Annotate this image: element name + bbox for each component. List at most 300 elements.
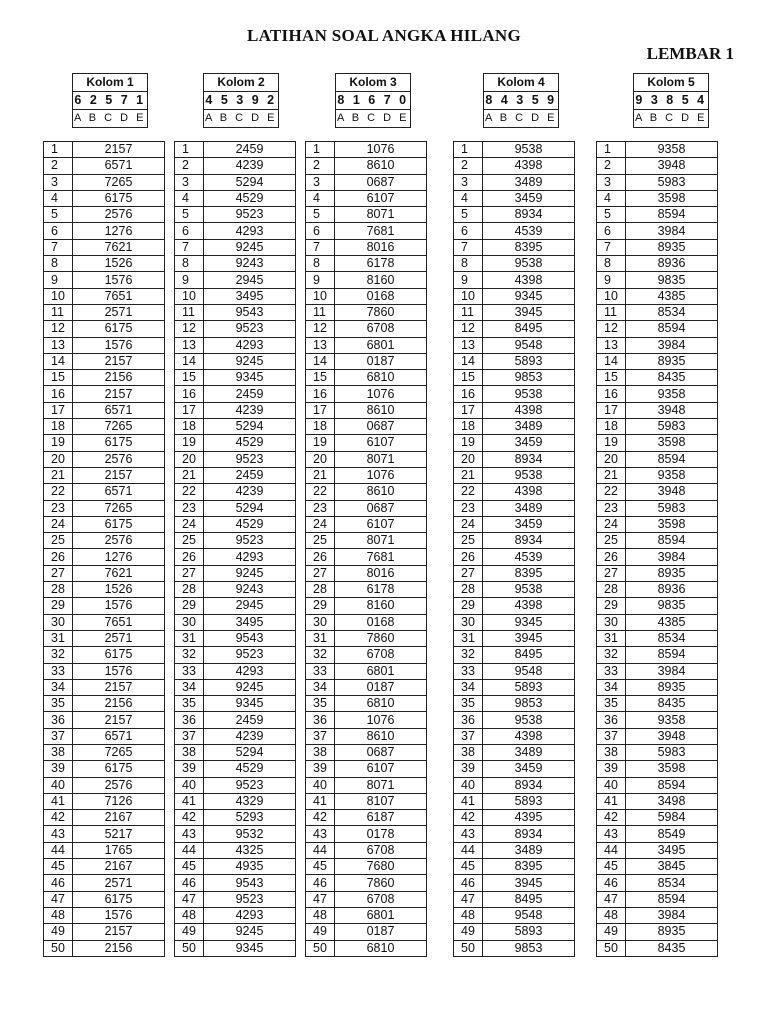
- row-number: 31: [175, 630, 204, 646]
- row-value: 9538: [483, 467, 575, 483]
- table-row: [597, 582, 718, 598]
- table-row: [454, 940, 575, 956]
- row-value: 4293: [204, 907, 296, 923]
- row-value: 1076: [335, 386, 427, 402]
- row-number: 46: [306, 875, 335, 891]
- row-number: 23: [306, 500, 335, 516]
- row-number: 14: [175, 353, 204, 369]
- row-number: 2: [44, 158, 73, 174]
- row-value: 2157: [73, 142, 165, 158]
- table-row: [44, 467, 165, 483]
- table-row: [597, 924, 718, 940]
- row-value: 1526: [73, 582, 165, 598]
- table-row: [44, 337, 165, 353]
- row-number: 12: [175, 321, 204, 337]
- row-value: 9538: [483, 386, 575, 402]
- row-number: 40: [306, 777, 335, 793]
- row-number: 50: [454, 940, 483, 956]
- table-row: [454, 696, 575, 712]
- table-row: [306, 842, 427, 858]
- table-row: [306, 630, 427, 646]
- table-row: [597, 777, 718, 793]
- row-value: 1076: [335, 467, 427, 483]
- row-value: 6107: [335, 435, 427, 451]
- row-value: 8934: [483, 451, 575, 467]
- row-value: 8935: [626, 239, 718, 255]
- row-number: 11: [175, 304, 204, 320]
- table-row: [44, 402, 165, 418]
- row-value: 8935: [626, 565, 718, 581]
- row-number: 32: [306, 647, 335, 663]
- table-row: [175, 516, 296, 532]
- row-value: 5983: [626, 500, 718, 516]
- row-number: 6: [454, 223, 483, 239]
- row-number: 42: [597, 810, 626, 826]
- row-value: 8936: [626, 582, 718, 598]
- table-row: [597, 598, 718, 614]
- table-row: [597, 451, 718, 467]
- row-number: 40: [175, 777, 204, 793]
- row-number: 24: [597, 516, 626, 532]
- row-value: 0187: [335, 924, 427, 940]
- row-value: 9358: [626, 467, 718, 483]
- row-value: 9538: [483, 582, 575, 598]
- row-number: 45: [44, 859, 73, 875]
- table-row: [306, 810, 427, 826]
- row-value: 4239: [204, 728, 296, 744]
- row-value: 9523: [204, 321, 296, 337]
- table-row: [44, 565, 165, 581]
- table-row: [454, 272, 575, 288]
- table-row: [175, 696, 296, 712]
- row-value: 6107: [335, 516, 427, 532]
- row-number: 36: [597, 712, 626, 728]
- row-value: 8395: [483, 239, 575, 255]
- row-value: 2571: [73, 875, 165, 891]
- table-row: [175, 712, 296, 728]
- row-value: 2945: [204, 272, 296, 288]
- row-number: 2: [597, 158, 626, 174]
- table-row: [175, 533, 296, 549]
- table-row: [597, 419, 718, 435]
- row-number: 28: [44, 582, 73, 598]
- row-value: 1276: [73, 549, 165, 565]
- page-title: LATIHAN SOAL ANGKA HILANG: [246, 26, 522, 45]
- table-row: [44, 891, 165, 907]
- row-number: 6: [306, 223, 335, 239]
- row-value: 3495: [626, 842, 718, 858]
- row-value: 6175: [73, 891, 165, 907]
- row-number: 1: [454, 142, 483, 158]
- column-digits: 9 3 8 5 4: [634, 92, 708, 110]
- row-number: 40: [44, 777, 73, 793]
- table-row: [597, 696, 718, 712]
- row-value: 6801: [335, 337, 427, 353]
- row-value: 2459: [204, 467, 296, 483]
- row-value: 2459: [204, 712, 296, 728]
- row-number: 25: [597, 533, 626, 549]
- column-key-2: [203, 73, 279, 128]
- table-row: [597, 386, 718, 402]
- row-number: 12: [597, 321, 626, 337]
- row-value: 3489: [483, 500, 575, 516]
- table-row: [44, 304, 165, 320]
- table-row: [44, 696, 165, 712]
- table-row: [454, 467, 575, 483]
- row-value: 3945: [483, 875, 575, 891]
- table-row: [454, 402, 575, 418]
- row-value: 4539: [483, 549, 575, 565]
- table-row: [44, 207, 165, 223]
- table-row: [306, 516, 427, 532]
- row-value: 9245: [204, 679, 296, 695]
- row-value: 1576: [73, 272, 165, 288]
- table-row: [454, 239, 575, 255]
- table-row: [44, 712, 165, 728]
- table-row: [44, 386, 165, 402]
- row-value: 6801: [335, 663, 427, 679]
- row-value: 6571: [73, 484, 165, 500]
- row-number: 9: [44, 272, 73, 288]
- row-number: 47: [306, 891, 335, 907]
- row-number: 14: [597, 353, 626, 369]
- row-number: 3: [306, 174, 335, 190]
- row-value: 5983: [626, 174, 718, 190]
- row-number: 44: [175, 842, 204, 858]
- column-table-1: [43, 141, 165, 957]
- row-number: 22: [44, 484, 73, 500]
- table-row: [597, 712, 718, 728]
- table-row: [44, 451, 165, 467]
- table-row: [306, 549, 427, 565]
- table-row: [306, 614, 427, 630]
- table-row: [454, 223, 575, 239]
- row-value: 8071: [335, 777, 427, 793]
- row-number: 32: [597, 647, 626, 663]
- row-value: 3984: [626, 337, 718, 353]
- column-name: Kolom 2: [204, 74, 278, 92]
- table-row: [175, 940, 296, 956]
- row-number: 26: [454, 549, 483, 565]
- table-row: [454, 891, 575, 907]
- row-value: 7680: [335, 859, 427, 875]
- row-number: 48: [597, 907, 626, 923]
- table-row: [454, 207, 575, 223]
- table-row: [306, 484, 427, 500]
- table-row: [175, 810, 296, 826]
- table-row: [44, 158, 165, 174]
- row-number: 43: [597, 826, 626, 842]
- row-value: 4529: [204, 761, 296, 777]
- row-value: 6178: [335, 256, 427, 272]
- table-row: [597, 435, 718, 451]
- table-row: [306, 288, 427, 304]
- row-number: 5: [44, 207, 73, 223]
- table-row: [175, 386, 296, 402]
- row-value: 2157: [73, 386, 165, 402]
- row-value: 3495: [204, 288, 296, 304]
- table-row: [597, 500, 718, 516]
- row-number: 18: [44, 419, 73, 435]
- row-value: 2576: [73, 777, 165, 793]
- row-number: 47: [454, 891, 483, 907]
- row-number: 42: [306, 810, 335, 826]
- row-number: 14: [306, 353, 335, 369]
- row-value: 1576: [73, 337, 165, 353]
- row-value: 7265: [73, 500, 165, 516]
- row-number: 3: [454, 174, 483, 190]
- row-number: 7: [306, 239, 335, 255]
- column-name: Kolom 5: [634, 74, 708, 92]
- table-row: [597, 679, 718, 695]
- row-number: 25: [175, 533, 204, 549]
- row-value: 3984: [626, 223, 718, 239]
- row-number: 16: [454, 386, 483, 402]
- row-value: 6175: [73, 321, 165, 337]
- row-number: 32: [454, 647, 483, 663]
- row-number: 47: [44, 891, 73, 907]
- table-row: [306, 337, 427, 353]
- table-row: [306, 679, 427, 695]
- row-value: 5217: [73, 826, 165, 842]
- row-value: 2167: [73, 810, 165, 826]
- row-value: 9532: [204, 826, 296, 842]
- row-value: 3598: [626, 435, 718, 451]
- column-key-1: [72, 73, 148, 128]
- row-value: 9543: [204, 630, 296, 646]
- row-value: 9523: [204, 777, 296, 793]
- row-number: 26: [175, 549, 204, 565]
- table-row: [306, 223, 427, 239]
- row-number: 26: [306, 549, 335, 565]
- row-value: 6175: [73, 190, 165, 206]
- table-row: [175, 304, 296, 320]
- row-number: 50: [175, 940, 204, 956]
- row-number: 27: [454, 565, 483, 581]
- row-number: 13: [454, 337, 483, 353]
- row-number: 3: [44, 174, 73, 190]
- row-value: 9835: [626, 598, 718, 614]
- table-row: [175, 353, 296, 369]
- row-number: 20: [306, 451, 335, 467]
- column-key-5: [633, 73, 709, 128]
- row-value: 8435: [626, 370, 718, 386]
- row-number: 9: [306, 272, 335, 288]
- row-number: 22: [454, 484, 483, 500]
- row-number: 7: [454, 239, 483, 255]
- row-number: 22: [597, 484, 626, 500]
- row-number: 28: [597, 582, 626, 598]
- row-value: 3459: [483, 516, 575, 532]
- row-number: 46: [454, 875, 483, 891]
- table-row: [44, 598, 165, 614]
- table-row: [44, 533, 165, 549]
- row-number: 38: [306, 744, 335, 760]
- row-number: 45: [175, 859, 204, 875]
- row-number: 20: [597, 451, 626, 467]
- row-value: 9358: [626, 386, 718, 402]
- row-number: 6: [597, 223, 626, 239]
- row-value: 6571: [73, 158, 165, 174]
- row-number: 8: [175, 256, 204, 272]
- row-number: 9: [597, 272, 626, 288]
- row-number: 11: [454, 304, 483, 320]
- table-row: [454, 777, 575, 793]
- table-row: [454, 647, 575, 663]
- row-number: 25: [306, 533, 335, 549]
- row-value: 8016: [335, 239, 427, 255]
- table-row: [44, 744, 165, 760]
- row-value: 7681: [335, 223, 427, 239]
- row-value: 8935: [626, 679, 718, 695]
- row-number: 36: [44, 712, 73, 728]
- table-row: [175, 793, 296, 809]
- table-row: [306, 353, 427, 369]
- row-value: 9853: [483, 370, 575, 386]
- row-value: 6175: [73, 516, 165, 532]
- row-number: 45: [306, 859, 335, 875]
- row-value: 5893: [483, 793, 575, 809]
- row-value: 8071: [335, 451, 427, 467]
- row-value: 9853: [483, 696, 575, 712]
- row-number: 28: [454, 582, 483, 598]
- table-row: [454, 598, 575, 614]
- table-row: [175, 744, 296, 760]
- row-value: 7265: [73, 419, 165, 435]
- table-row: [306, 370, 427, 386]
- table-row: [44, 777, 165, 793]
- table-row: [454, 924, 575, 940]
- row-value: 9538: [483, 712, 575, 728]
- table-row: [597, 728, 718, 744]
- row-number: 41: [306, 793, 335, 809]
- table-row: [597, 891, 718, 907]
- row-value: 9245: [204, 565, 296, 581]
- row-number: 46: [597, 875, 626, 891]
- row-value: 8549: [626, 826, 718, 842]
- table-row: [44, 810, 165, 826]
- table-row: [454, 190, 575, 206]
- column-name: Kolom 3: [336, 74, 410, 92]
- table-row: [44, 272, 165, 288]
- row-number: 39: [597, 761, 626, 777]
- row-number: 14: [454, 353, 483, 369]
- table-row: [454, 533, 575, 549]
- row-number: 4: [44, 190, 73, 206]
- table-row: [306, 598, 427, 614]
- table-row: [44, 435, 165, 451]
- row-number: 38: [454, 744, 483, 760]
- row-value: 4293: [204, 663, 296, 679]
- table-row: [44, 875, 165, 891]
- row-number: 49: [306, 924, 335, 940]
- row-number: 18: [597, 419, 626, 435]
- row-number: 21: [454, 467, 483, 483]
- table-row: [454, 484, 575, 500]
- table-row: [306, 142, 427, 158]
- row-value: 8610: [335, 728, 427, 744]
- row-number: 42: [175, 810, 204, 826]
- table-row: [44, 582, 165, 598]
- row-value: 8534: [626, 875, 718, 891]
- row-number: 3: [175, 174, 204, 190]
- row-value: 3459: [483, 190, 575, 206]
- row-value: 7860: [335, 875, 427, 891]
- table-row: [454, 793, 575, 809]
- row-value: 0687: [335, 500, 427, 516]
- table-row: [306, 419, 427, 435]
- row-value: 4398: [483, 484, 575, 500]
- table-row: [306, 207, 427, 223]
- row-number: 5: [306, 207, 335, 223]
- row-value: 0687: [335, 174, 427, 190]
- table-row: [175, 549, 296, 565]
- row-value: 4529: [204, 435, 296, 451]
- row-number: 11: [44, 304, 73, 320]
- row-number: 4: [175, 190, 204, 206]
- row-number: 9: [175, 272, 204, 288]
- row-value: 3948: [626, 402, 718, 418]
- row-value: 6810: [335, 940, 427, 956]
- row-number: 37: [44, 728, 73, 744]
- row-value: 8160: [335, 598, 427, 614]
- row-number: 12: [454, 321, 483, 337]
- table-row: [44, 842, 165, 858]
- row-number: 18: [175, 419, 204, 435]
- row-value: 4398: [483, 272, 575, 288]
- row-value: 9538: [483, 142, 575, 158]
- row-number: 8: [44, 256, 73, 272]
- row-number: 50: [597, 940, 626, 956]
- table-row: [175, 484, 296, 500]
- row-value: 6175: [73, 761, 165, 777]
- table-row: [44, 484, 165, 500]
- table-row: [454, 288, 575, 304]
- table-row: [44, 174, 165, 190]
- table-row: [175, 272, 296, 288]
- table-row: [306, 239, 427, 255]
- row-number: 33: [44, 663, 73, 679]
- row-number: 33: [306, 663, 335, 679]
- table-row: [175, 761, 296, 777]
- table-row: [597, 402, 718, 418]
- table-row: [597, 370, 718, 386]
- row-number: 9: [454, 272, 483, 288]
- row-number: 32: [44, 647, 73, 663]
- row-value: 9548: [483, 663, 575, 679]
- row-number: 6: [175, 223, 204, 239]
- row-value: 7651: [73, 288, 165, 304]
- row-value: 9548: [483, 907, 575, 923]
- row-number: 12: [306, 321, 335, 337]
- row-value: 3948: [626, 158, 718, 174]
- row-value: 9543: [204, 875, 296, 891]
- row-value: 3948: [626, 484, 718, 500]
- row-value: 2571: [73, 630, 165, 646]
- table-row: [306, 402, 427, 418]
- row-number: 4: [454, 190, 483, 206]
- table-row: [597, 272, 718, 288]
- table-row: [454, 353, 575, 369]
- row-number: 1: [597, 142, 626, 158]
- table-row: [44, 353, 165, 369]
- row-value: 8935: [626, 353, 718, 369]
- row-value: 4398: [483, 402, 575, 418]
- row-value: 9345: [204, 370, 296, 386]
- row-number: 7: [597, 239, 626, 255]
- table-row: [175, 842, 296, 858]
- row-value: 7265: [73, 174, 165, 190]
